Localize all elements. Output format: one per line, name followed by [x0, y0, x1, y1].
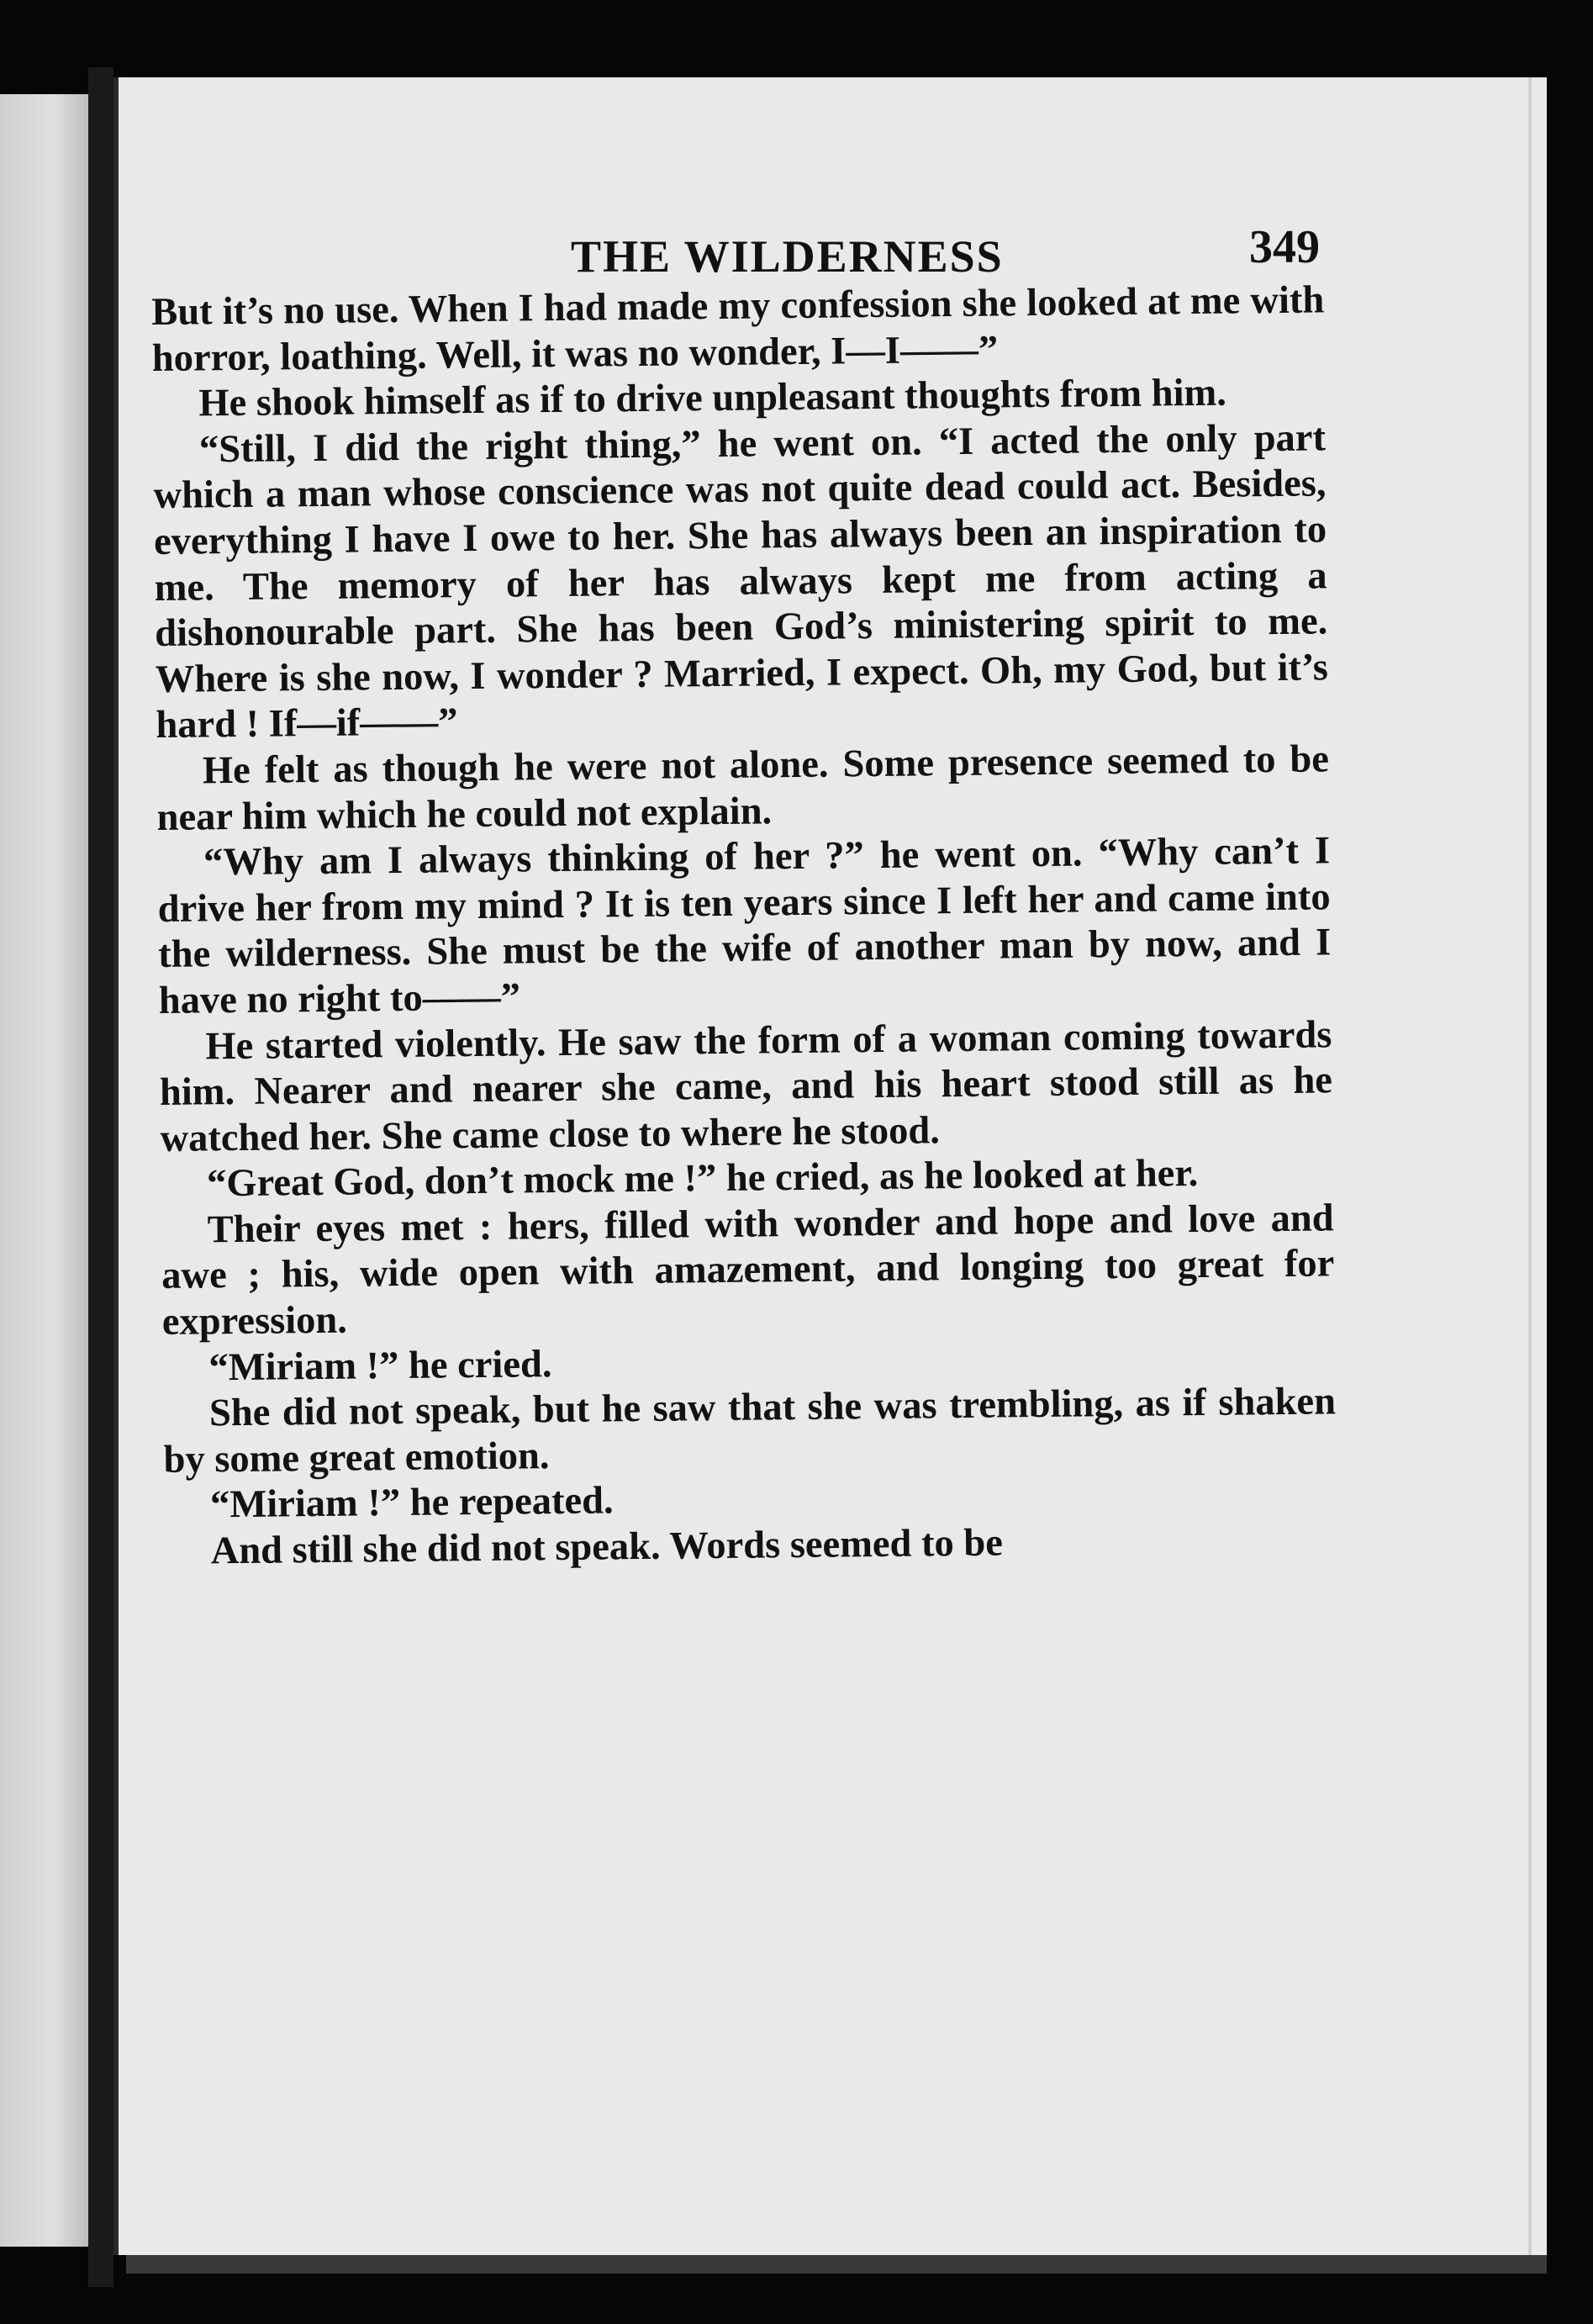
body-text	[151, 277, 1337, 1575]
page-header-title: THE WILDERNESS	[571, 231, 1004, 282]
paragraph-10: She did not speak, but he saw that she was trembling, as if shaken by some great emotion.	[163, 1380, 1337, 1482]
paragraph-6: He started violently. He saw the form of a woman coming towards him. Nearer and nearer she came, and his heart stood still as he watched her. She came close to where he stood.	[159, 1012, 1333, 1160]
paragraph-3: “Still, I did the right thing,” he went on. “I acted the only part which a man whose conscience was not quite dead could act. Besides, everything I have I owe to her. She has always been an inspiration to me. The memory of her has always kept me from acting a dishonourable part. She has been God’s ministering spirit to me. Where is she now, I wonder ? Married, I expect. Oh, my God, but it’s hard ! If—if——”	[153, 416, 1329, 747]
page-number: 349	[1249, 221, 1320, 273]
paragraph-11: “Miriam !” he repeated.	[209, 1479, 614, 1527]
paragraph-2: He shook himself as if to drive unpleasant thoughts from him.	[198, 371, 1227, 425]
paragraph-5: “Why am I always thinking of her ?” he went on. “Why can’t I drive her from my mind ? It is ten years since I left her and came into the wilderness. She must be the wife of another man by now, and I have no right to——”	[157, 829, 1332, 1022]
page-bottom-edge	[126, 2255, 1547, 2274]
running-head	[119, 212, 1547, 288]
paragraph-7: “Great God, don’t mock me !” he cried, as he looked at her.	[206, 1152, 1199, 1206]
book-gutter	[88, 67, 113, 2287]
paragraph-4: He felt as though he were not alone. Some presence seemed to be near him which he could not explain.	[156, 737, 1330, 839]
paragraph-8: Their eyes met : hers, filled with wonder and hope and love and awe ; his, wide open with amazement, and longing too great for expression.	[161, 1196, 1335, 1344]
paragraph-12: And still she did not speak. Words seemed to be	[210, 1521, 1004, 1573]
paragraph-1: But it’s no use. When I had made my confession she looked at me with horror, loathing. Well, it was no wonder, I—I——”	[151, 278, 1325, 380]
facing-page-edge	[0, 94, 88, 2247]
paragraph-9: “Miriam !” he cried.	[208, 1342, 552, 1390]
